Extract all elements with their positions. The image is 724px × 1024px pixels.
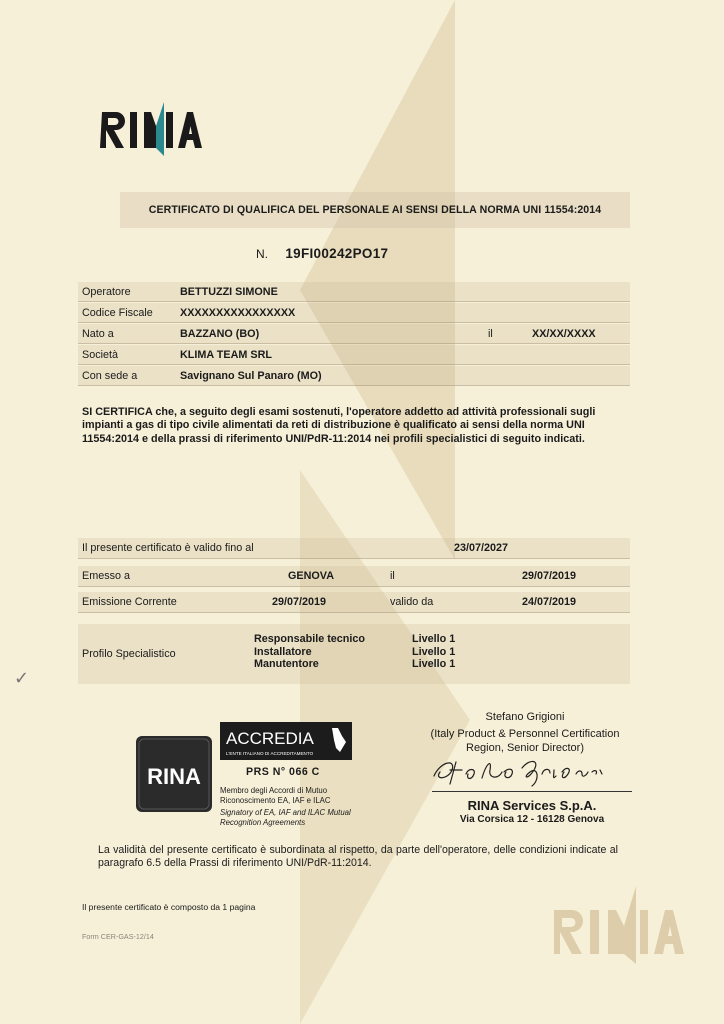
row-value: BAZZANO (BO) (180, 327, 260, 340)
table-row (78, 303, 630, 323)
certificate-number-value: 19FI00242PO17 (285, 246, 389, 261)
emesso-label: Emesso a (82, 570, 131, 582)
emesso-row (78, 566, 630, 587)
emesso-il-label: il (390, 570, 395, 582)
table-row (78, 282, 630, 302)
valid-until-label: Il presente certificato è valido fino al (82, 542, 254, 554)
signer-title: (Italy Product & Personnel Certification Region, Senior Director) (430, 728, 620, 754)
signer-name: Stefano Grigioni (485, 711, 565, 723)
accredia-subtitle: L'ENTE ITALIANO DI ACCREDITAMENTO (226, 751, 314, 756)
certificate-number (256, 246, 388, 261)
role-level: Livello 1 (412, 658, 456, 671)
row-value: BETTUZZI SIMONE (180, 285, 278, 298)
row-label: Operatore (82, 285, 131, 298)
signatory-text: Signatory of EA, IAF and ILAC Mutual Recognition Agreements (220, 808, 351, 827)
role-level: Livello 1 (412, 633, 456, 645)
row-label: Nato a (82, 327, 114, 340)
membro-text: Membro degli Accordi di Mutuo Riconoscimento EA, IAF e ILAC (220, 786, 331, 805)
rina-seal-icon (136, 736, 212, 812)
profile-roles (254, 633, 365, 671)
rina-watermark-logo (548, 880, 698, 970)
checkmark-icon: ✓ (14, 668, 30, 688)
company-address: Via Corsica 12 - 16128 Genova (459, 814, 605, 825)
handwritten-signature (420, 748, 620, 788)
profile-levels (412, 633, 455, 671)
row-label: Con sede a (82, 369, 138, 382)
birth-date-value: XX/XX/XXXX (532, 327, 596, 340)
row-label: Codice Fiscale (82, 306, 153, 319)
row-value: XXXXXXXXXXXXXXXX (180, 306, 296, 319)
role-name: Manutentore (254, 658, 319, 671)
birth-date-label: il (488, 327, 493, 340)
emesso-city: GENOVA (288, 570, 334, 582)
role-level: Livello 1 (412, 645, 456, 658)
form-code: Form CER-GAS-12/14 (82, 932, 154, 941)
emesso-date: 29/07/2019 (522, 570, 577, 582)
seal-text: RINA (147, 764, 201, 789)
accredia-name: ACCREDIA (226, 729, 314, 748)
row-value: KLIMA TEAM SRL (180, 348, 272, 361)
emissione-date: 29/07/2019 (272, 596, 327, 608)
table-row (78, 366, 630, 386)
profilo-specialistico (78, 624, 630, 684)
certification-statement: SI CERTIFICA che, a seguito degli esami sostenuti, l'operatore addetto ad attività professionali sugli impianti a gas di tipo civile alimentati da reti di distribuzione è qualificato ai sensi della norma UNI 11554:2014 e della prassi di riferimento UNI/PdR-11:2014 nei profili specialistici di seguito indicati. (82, 406, 596, 445)
company-name: RINA Services S.p.A. (467, 798, 597, 813)
role-name: Installatore (254, 645, 312, 658)
page-count-note: Il presente certificato è composto da 1 pagina (82, 902, 256, 912)
table-row (78, 345, 630, 365)
signature-line (432, 791, 632, 792)
valido-da-date: 24/07/2019 (522, 596, 577, 608)
row-label: Società (82, 348, 119, 361)
validity-conditions: La validità del presente certificato è subordinata al rispetto, da parte dell'operatore, delle condizioni indicate al paragrafo 6.5 della Prassi di riferimento UNI/PdR-11:2014. (98, 844, 618, 870)
accredia-logo (220, 722, 352, 760)
certificate-number-prefix: N. (256, 247, 268, 261)
emissione-label: Emissione Corrente (82, 596, 177, 608)
row-value: Savignano Sul Panaro (MO) (180, 369, 322, 382)
role-name: Responsabile tecnico (254, 633, 366, 645)
table-row (78, 324, 630, 344)
valid-until-row (78, 538, 630, 559)
rina-logo (96, 100, 208, 160)
emissione-row (78, 592, 630, 613)
prs-number: PRS N° 066 C (246, 766, 320, 778)
profilo-label: Profilo Specialistico (82, 648, 176, 660)
valid-until-date: 23/07/2027 (454, 542, 509, 554)
valido-da-label: valido da (390, 596, 434, 608)
certificate-heading: CERTIFICATO DI QUALIFICA DEL PERSONALE AI SENSI DELLA NORMA UNI 11554:2014 (120, 192, 630, 228)
